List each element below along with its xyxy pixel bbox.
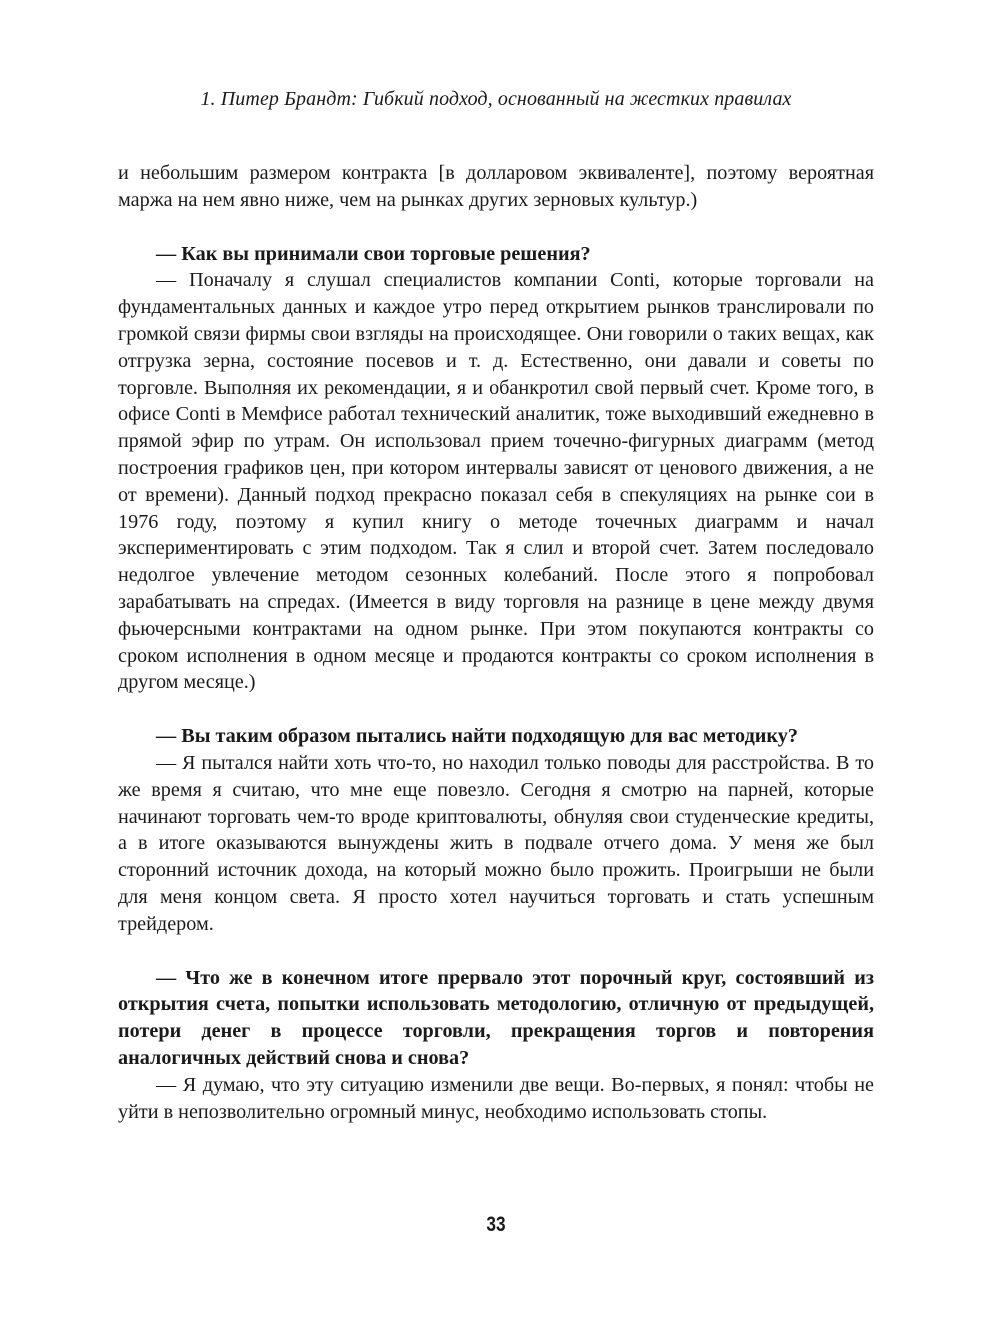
interview-question-3: — Что же в конечном итоге прервало этот порочный круг, состоявший из открытия счета, попытки использовать методологию, отличную от предыдущей, потери денег в процессе торговли, прекращения торгов и повторения аналогичных действий снова и снова? bbox=[118, 966, 874, 1069]
interview-question-2: — Вы таким образом пытались найти подходящую для вас методику? bbox=[156, 725, 798, 748]
interview-question-1: — Как вы принимали свои торговые решения? bbox=[156, 242, 591, 265]
page-body bbox=[118, 160, 874, 1125]
page-number: 33 bbox=[486, 1213, 506, 1236]
interview-answer-3: — Я думаю, что эту ситуацию изменили две вещи. Во-первых, я понял: чтобы не уйти в непозволительно огромный минус, необходимо использовать стопы. bbox=[118, 1073, 874, 1123]
paragraph-continuation: и небольшим размером контракта [в долларовом эквиваленте], поэтому вероятная маржа на нем явно ниже, чем на рынках других зерновых культур.) bbox=[118, 162, 874, 211]
interview-answer-2: — Я пытался найти хоть что-то, но находил только поводы для расстройства. В то же время я считаю, что мне еще повезло. Сегодня я смотрю на парней, которые начинают торговать чем-то вроде криптовалюты, обнуляя свои студенческие кредиты, а в итоге оказываются вынуждены жить в подвале отчего дома. У меня же был сторонний источник дохода, на который можно было прожить. Проигрыши не были для меня концом света. Я просто хотел научиться торговать и стать успешным трейдером. bbox=[118, 751, 874, 935]
running-header: 1. Питер Брандт: Гибкий подход, основанный на жестких правилах bbox=[200, 88, 792, 110]
interview-answer-1: — Поначалу я слушал специалистов компании Conti, которые торговали на фундаментальных данных и каждое утро перед открытием рынков транслировали по громкой связи фирмы свои взгляды на происходящее. Они говорили о таких вещах, как отгрузка зерна, состояние посевов и т. д. Естественно, они давали и советы по торговле. Выполняя их рекомендации, я и обанкротил свой первый счет. Кроме того, в офисе Conti в Мемфисе работал технический аналитик, тоже выходивший ежедневно в прямой эфир по утрам. Он использовал прием точечно-фигурных диаграмм (метод построения графиков цен, при котором интервалы зависят от ценового движения, а не от времени). Данный подход прекрасно показал себя в спекуляциях на рынке сои в 1976 году, поэтому я купил книгу о методе точечных диаграмм и начал экспериментировать с этим подходом. Так я слил и второй счет. Затем последовало недолгое увлечение методом сезонных колебаний. После этого я попробовал зарабатывать на спредах. (Имеется в виду торговля на разнице в цене между двумя фьючерсными контрактами на одном рынке. При этом покупаются контракты со сроком исполнения в одном месяце и продаются контракты со сроком исполнения в другом месяце.) bbox=[118, 269, 874, 694]
